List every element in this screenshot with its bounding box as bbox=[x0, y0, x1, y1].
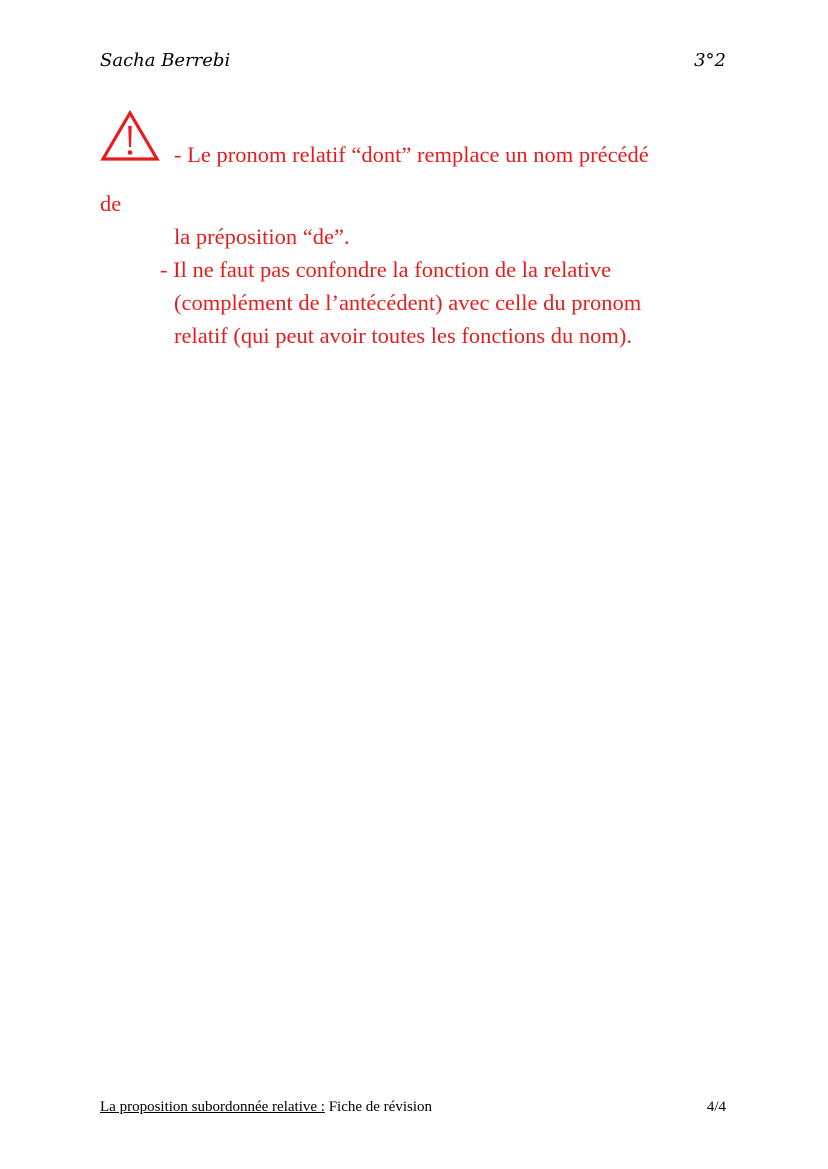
class-label: 3°2 bbox=[694, 50, 726, 71]
page-number: 4/4 bbox=[706, 1099, 726, 1115]
note-line-1: - Le pronom relatif “dont” remplace un nom précédé bbox=[174, 142, 649, 167]
note-line-4: - Il ne faut pas confondre la fonction de la relative bbox=[160, 257, 612, 282]
warning-triangle-icon bbox=[100, 110, 160, 162]
note-line-3: la préposition “de”. bbox=[174, 224, 350, 249]
note-line-2: de bbox=[100, 191, 122, 216]
note-line-6: relatif (qui peut avoir toutes les fonctions du nom). bbox=[174, 323, 633, 348]
footer-title bbox=[100, 1099, 432, 1116]
author-name: Sacha Berrebi bbox=[100, 50, 231, 71]
note-line-5: (complément de l’antécédent) avec celle du pronom bbox=[174, 290, 642, 315]
footer-subtitle: Fiche de révision bbox=[324, 1099, 433, 1115]
footer-title-underlined: La proposition subordonnée relative : bbox=[100, 1099, 325, 1115]
